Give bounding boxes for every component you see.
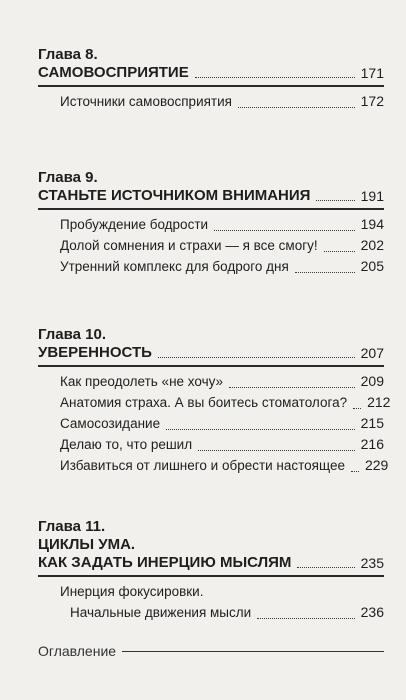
- chapter-label: Глава 10.: [38, 326, 107, 343]
- page-number: 202: [360, 237, 384, 253]
- chapter-title: УВЕРЕННОСТЬ: [38, 344, 152, 361]
- chapter-8: [38, 46, 384, 112]
- subsection-list: [60, 581, 384, 623]
- chapter-title-row[interactable]: [38, 64, 384, 82]
- leader-dots: [257, 618, 354, 619]
- entry-title: Избавиться от лишнего и обрести настоящее: [60, 458, 345, 473]
- page-number: 191: [360, 188, 384, 204]
- page-number: 216: [360, 436, 384, 452]
- leader-dots: [229, 387, 355, 388]
- entry-title: Долой сомнения и страхи — я все смогу!: [60, 238, 318, 253]
- leader-dots: [297, 567, 354, 568]
- leader-dots: [353, 408, 361, 409]
- entry-title: Утренний комплекс для бодрого дня: [60, 259, 289, 274]
- chapter-rule: [38, 208, 384, 210]
- toc-entry[interactable]: [60, 392, 391, 413]
- leader-dots: [351, 471, 359, 472]
- page-number: 194: [360, 216, 384, 232]
- chapter-rule: [38, 365, 384, 367]
- toc-entry[interactable]: [60, 256, 384, 277]
- toc-entry[interactable]: [60, 235, 384, 256]
- leader-dots: [238, 107, 355, 108]
- chapter-10: [38, 326, 391, 476]
- leader-dots: [158, 357, 355, 358]
- chapter-title: КАК ЗАДАТЬ ИНЕРЦИЮ МЫСЛЯМ: [38, 554, 292, 571]
- footer-title: Оглавление: [38, 643, 117, 659]
- entry-title: Анатомия страха. А вы боитесь стоматолога?: [60, 395, 348, 410]
- chapter-9: [38, 169, 384, 277]
- chapter-rule: [38, 575, 384, 577]
- toc-entry[interactable]: [60, 371, 384, 392]
- toc-entry[interactable]: [60, 434, 384, 455]
- leader-dots: [166, 429, 355, 430]
- leader-dots: [316, 200, 354, 201]
- chapter-title-row[interactable]: [38, 344, 384, 362]
- chapter-label: Глава 9.: [38, 169, 98, 186]
- subsection-list: [60, 371, 391, 476]
- chapter-title-row[interactable]: [38, 554, 384, 572]
- subsection-list: [60, 91, 384, 112]
- chapter-title-line1: ЦИКЛЫ УМА.: [38, 536, 136, 553]
- chapter-title: САМОВОСПРИЯТИЕ: [38, 64, 189, 81]
- page-number: 229: [364, 457, 389, 473]
- footer-rule: [122, 651, 384, 652]
- leader-dots: [195, 77, 355, 78]
- chapter-rule: [38, 85, 384, 87]
- toc-entry[interactable]: [60, 602, 384, 623]
- page-number: 209: [360, 373, 384, 389]
- toc-entry[interactable]: [60, 91, 384, 112]
- toc-entry[interactable]: [60, 455, 389, 476]
- leader-dots: [324, 251, 355, 252]
- chapter-label: Глава 11.: [38, 518, 106, 535]
- page-number: 171: [360, 65, 384, 81]
- leader-dots: [198, 450, 355, 451]
- entry-title: Самосозидание: [60, 416, 161, 431]
- entry-title: Начальные движения мысли: [70, 605, 252, 620]
- page-number: 236: [360, 604, 384, 620]
- page-number: 215: [360, 415, 384, 431]
- page-number: 212: [367, 394, 391, 410]
- page-number: 172: [360, 93, 384, 109]
- entry-title: Источники самовосприятия: [60, 94, 232, 109]
- leader-dots: [295, 272, 355, 273]
- leader-dots: [214, 230, 355, 231]
- chapter-label: Глава 8.: [38, 46, 98, 63]
- chapter-title: СТАНЬТЕ ИСТОЧНИКОМ ВНИМАНИЯ: [38, 187, 311, 204]
- running-footer: [38, 643, 384, 659]
- entry-title-line1: Инерция фокусировки.: [60, 584, 204, 599]
- entry-title: Как преодолеть «не хочу»: [60, 374, 224, 389]
- toc-entry[interactable]: [60, 413, 384, 434]
- chapter-11: [38, 518, 384, 623]
- entry-title: Пробуждение бодрости: [60, 217, 209, 232]
- page-number: 205: [360, 258, 384, 274]
- entry-title: Делаю то, что решил: [60, 437, 193, 452]
- page-number: 207: [360, 345, 384, 361]
- toc-entry[interactable]: [60, 214, 384, 235]
- chapter-title-row[interactable]: [38, 187, 384, 205]
- page-number: 235: [360, 555, 384, 571]
- subsection-list: [60, 214, 384, 277]
